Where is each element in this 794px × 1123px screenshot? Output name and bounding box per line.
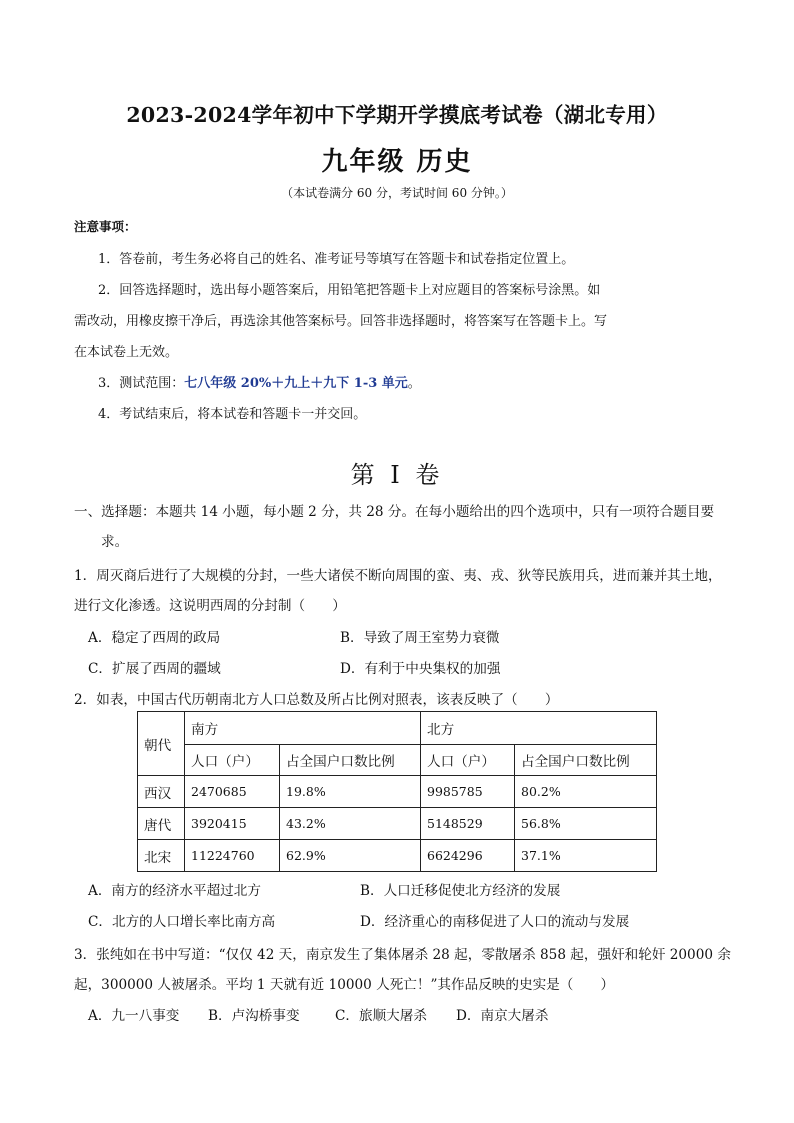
note-item-2-line-2: 需改动，用橡皮擦干净后，再选涂其他答案标号。回答非选择题时，将答案写在答题卡上。写 bbox=[74, 314, 608, 329]
header-north: 北方 bbox=[421, 712, 657, 745]
section-instructions-line-1: 一、选择题：本题共 14 小题，每小题 2 分，共 28 分。在每小题给出的四个选项中，只有一项符合题目要 bbox=[74, 504, 715, 520]
row-south-ratio: 43.2% bbox=[280, 808, 421, 840]
question-3-stem-line-1: 3．张纯如在书中写道：“仅仅 42 天，南京发生了集体屠杀 28 起，零散屠杀 858 起，强奸和轮奸 20000 余 bbox=[74, 947, 731, 963]
question-2-option-a: A．南方的经济水平超过北方 bbox=[88, 883, 261, 899]
population-table bbox=[137, 711, 657, 872]
table-header-row-2 bbox=[138, 745, 657, 776]
row-south-ratio: 19.8% bbox=[280, 776, 421, 808]
row-north-pop: 9985785 bbox=[421, 776, 515, 808]
question-1-option-b: B．导致了周王室势力衰微 bbox=[340, 630, 500, 646]
question-2-option-c: C．北方的人口增长率比南方高 bbox=[88, 914, 276, 930]
header-north-ratio: 占全国户口数比例 bbox=[515, 745, 657, 776]
score-note: （本试卷满分 60 分，考试时间 60 分钟。） bbox=[281, 186, 513, 200]
row-dynasty: 西汉 bbox=[138, 776, 185, 808]
note-item-2-line-1: 2．回答选择题时，选出每小题答案后，用铅笔把答题卡上对应题目的答案标号涂黑。如 bbox=[98, 283, 601, 298]
note-item-1: 1．答卷前，考生务必将自己的姓名、准考证号等填写在答题卡和试卷指定位置上。 bbox=[98, 252, 575, 267]
row-north-pop: 5148529 bbox=[421, 808, 515, 840]
row-north-ratio: 56.8% bbox=[515, 808, 657, 840]
header-south-pop: 人口（户） bbox=[185, 745, 280, 776]
question-2-stem: 2．如表，中国古代历朝南北方人口总数及所占比例对照表，该表反映了（ ） bbox=[74, 692, 559, 708]
header-north-pop: 人口（户） bbox=[421, 745, 515, 776]
question-1-option-d: D．有利于中央集权的加强 bbox=[340, 661, 501, 677]
question-3-option-b: B．卢沟桥事变 bbox=[208, 1008, 300, 1024]
question-2-option-d: D．经济重心的南移促进了人口的流动与发展 bbox=[360, 914, 630, 930]
note-item-3-prefix: 3．测试范围： bbox=[98, 376, 185, 391]
row-south-pop: 11224760 bbox=[185, 840, 280, 872]
question-1-option-a: A．稳定了西周的政局 bbox=[88, 630, 221, 646]
table-row bbox=[138, 776, 657, 808]
row-dynasty: 唐代 bbox=[138, 808, 185, 840]
note-item-3 bbox=[98, 372, 421, 391]
exam-subtitle: 九年级 历史 bbox=[321, 147, 473, 177]
question-3-option-c: C．旅顺大屠杀 bbox=[335, 1008, 427, 1024]
row-south-pop: 2470685 bbox=[185, 776, 280, 808]
note-item-3-suffix: 。 bbox=[407, 376, 421, 391]
row-south-pop: 3920415 bbox=[185, 808, 280, 840]
header-south: 南方 bbox=[185, 712, 421, 745]
row-north-ratio: 37.1% bbox=[515, 840, 657, 872]
row-dynasty: 北宋 bbox=[138, 840, 185, 872]
table-header-row-1 bbox=[138, 712, 657, 745]
question-1-stem-line-2: 进行文化渗透。这说明西周的分封制（ ） bbox=[74, 598, 346, 614]
table-row bbox=[138, 840, 657, 872]
row-north-pop: 6624296 bbox=[421, 840, 515, 872]
question-1-stem-line-1: 1．周灭商后进行了大规模的分封，一些大诸侯不断向周围的蛮、夷、戎、狄等民族用兵，进而兼并其土地， bbox=[74, 568, 722, 584]
header-south-ratio: 占全国户口数比例 bbox=[280, 745, 421, 776]
test-scope: 七八年级 20%＋九上＋九下 1-3 单元 bbox=[184, 376, 408, 391]
section-instructions-line-2: 求。 bbox=[101, 534, 129, 550]
row-south-ratio: 62.9% bbox=[280, 840, 421, 872]
question-3-stem-line-2: 起，300000 人被屠杀。平均 1 天就有近 10000 人死亡！”其作品反映的史实是（ ） bbox=[74, 977, 615, 993]
question-3-option-d: D．南京大屠杀 bbox=[456, 1008, 549, 1024]
note-item-4: 4．考试结束后，将本试卷和答题卡一并交回。 bbox=[98, 407, 367, 422]
question-1-option-c: C．扩展了西周的疆域 bbox=[88, 661, 221, 677]
note-item-2-line-3: 在本试卷上无效。 bbox=[74, 345, 179, 360]
row-north-ratio: 80.2% bbox=[515, 776, 657, 808]
question-3-option-a: A．九一八事变 bbox=[88, 1008, 180, 1024]
table-row bbox=[138, 808, 657, 840]
header-dynasty: 朝代 bbox=[138, 712, 185, 776]
part-title: 第 I 卷 bbox=[350, 461, 444, 489]
exam-title: 2023-2024学年初中下学期开学摸底考试卷（湖北专用） bbox=[126, 103, 668, 127]
notes-heading: 注意事项： bbox=[74, 219, 137, 234]
question-2-option-b: B．人口迁移促使北方经济的发展 bbox=[360, 883, 561, 899]
